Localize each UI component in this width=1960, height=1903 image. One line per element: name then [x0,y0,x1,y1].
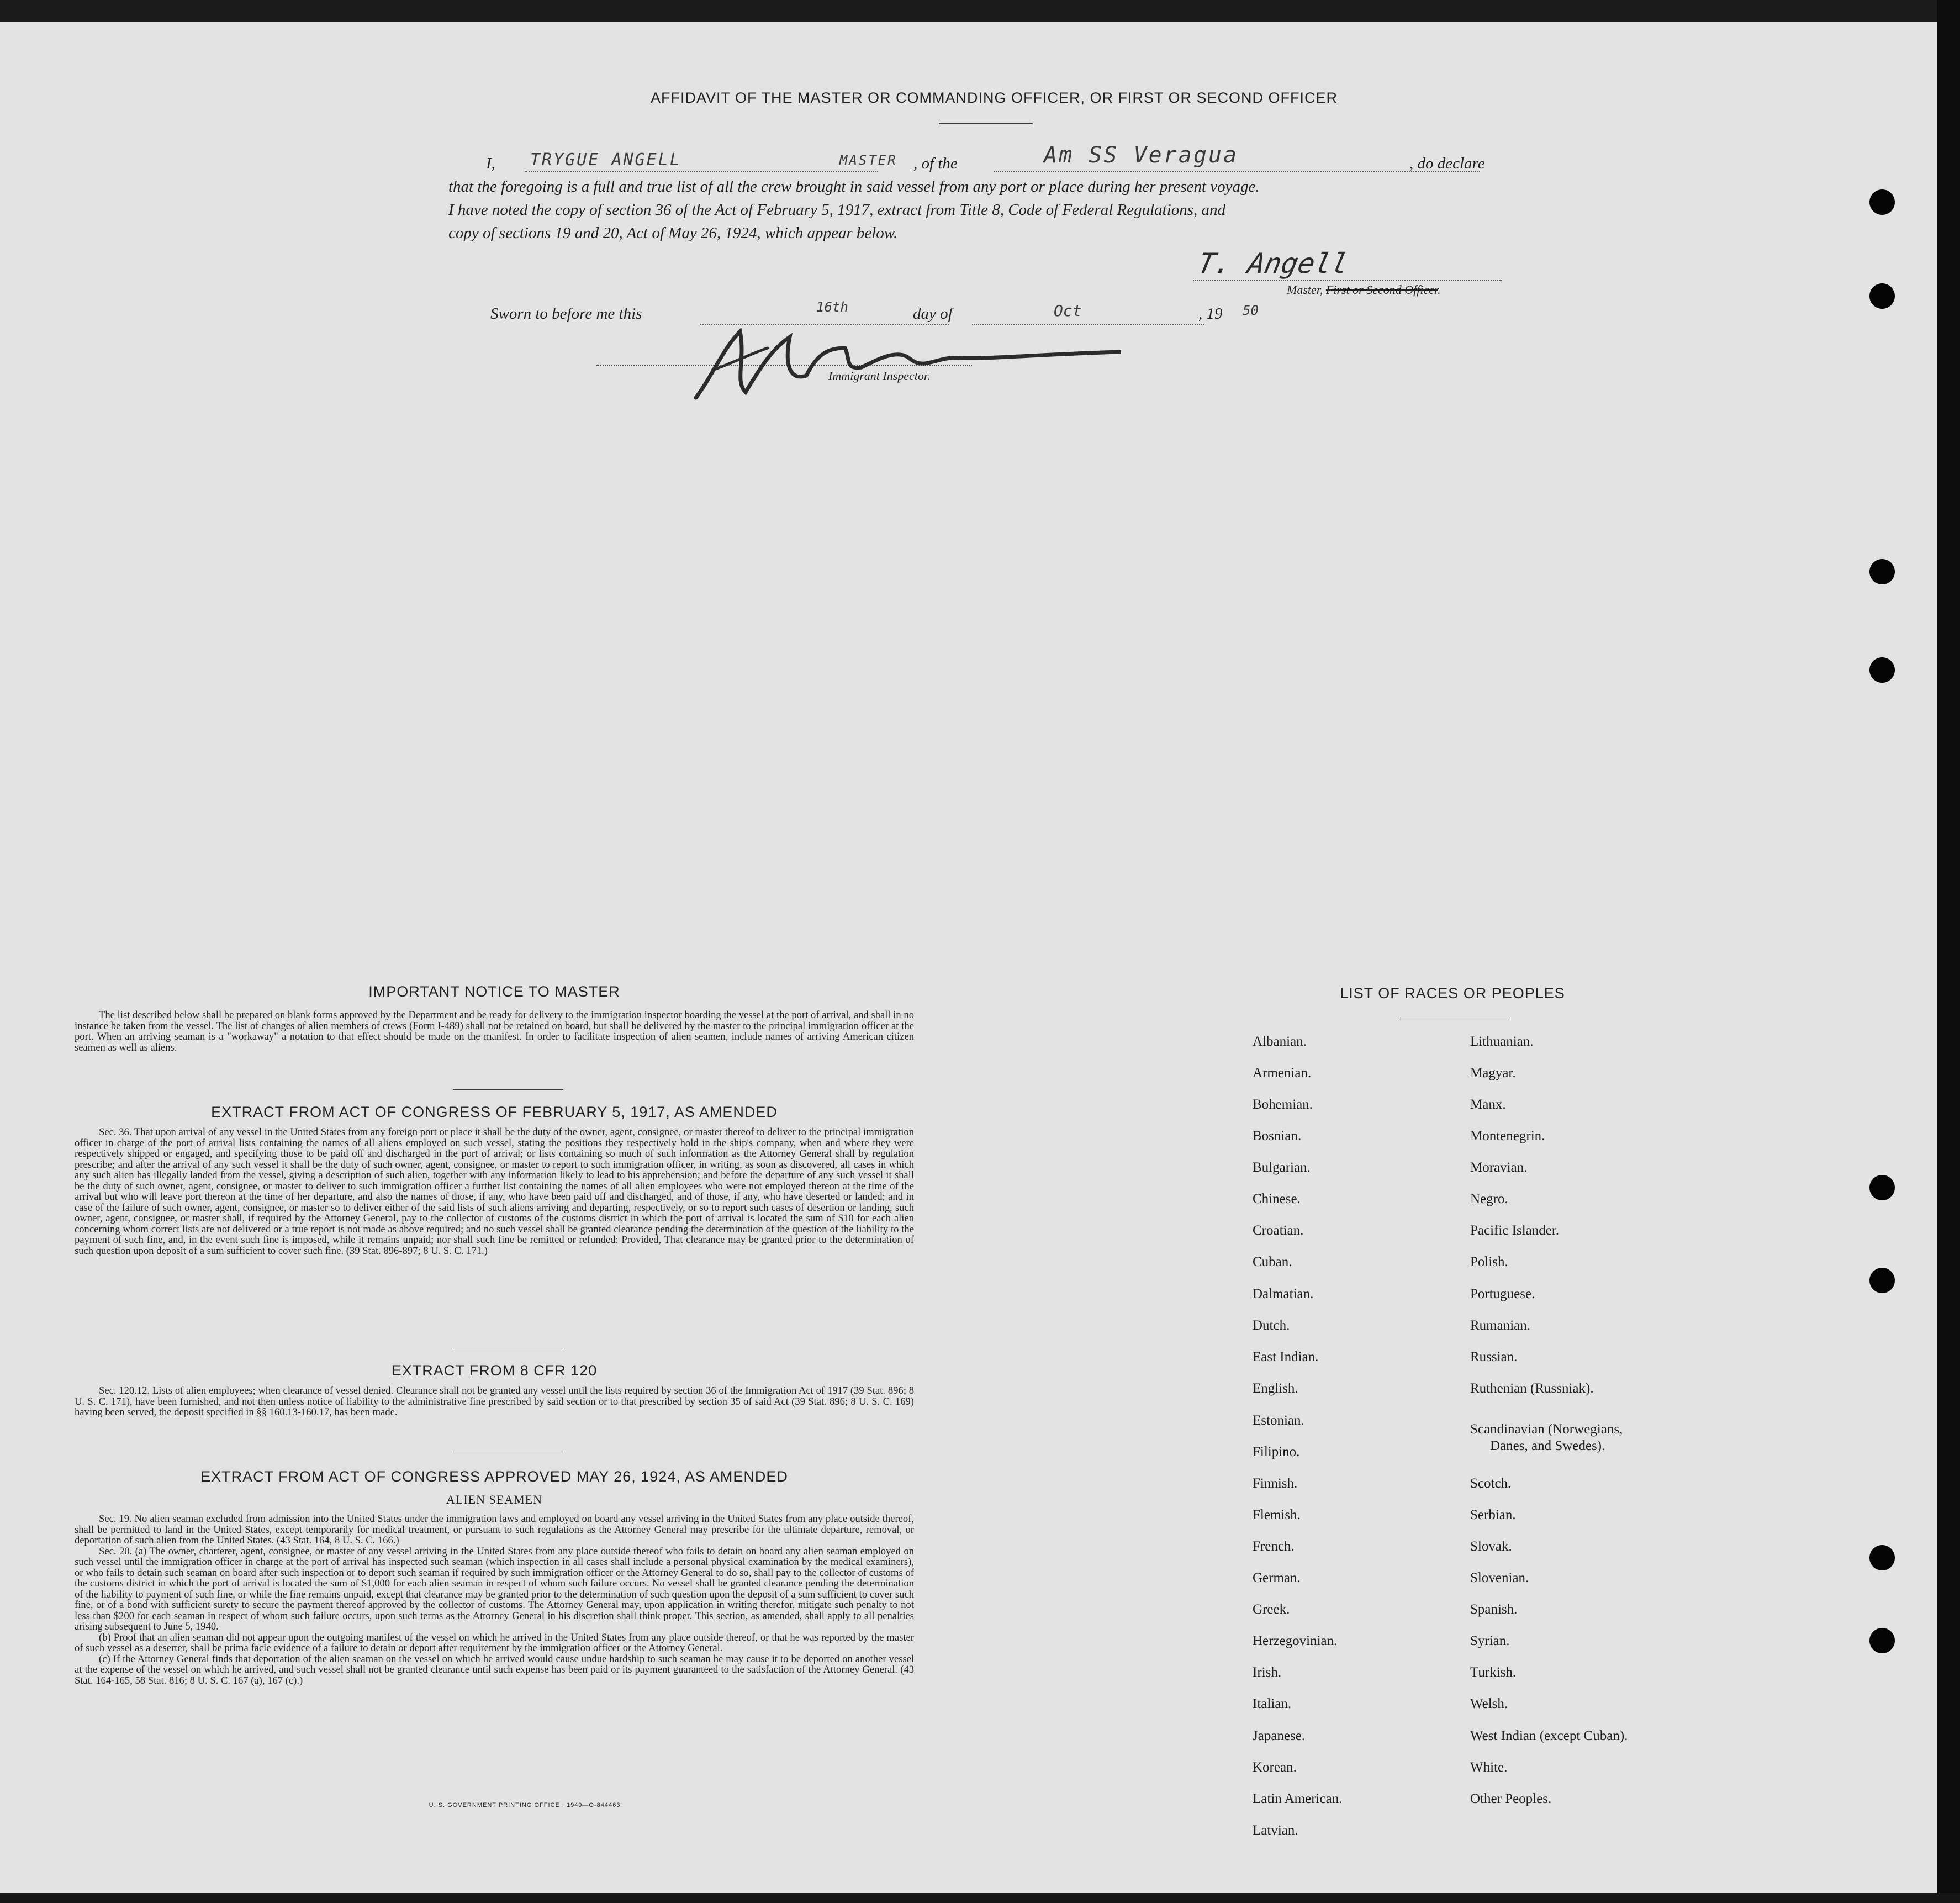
race-item: Portuguese. [1470,1287,1535,1301]
section-36-paragraph: Sec. 36. That upon arrival of any vessel in the United States from any foreign port or place it shall be the duty of the owner, agent, consignee, or master thereof to deliver to the principal immigration officer in charge of the port of arrival lists containing the names of all aliens employed on such vessel, stating the positions they respectively hold in the ship's company, when and where they were respectively shipped or engaged, and specifying those to be paid off and discharged in the port of arrival; or lists containing so much of such information as the Attorney General shall by regulation prescribe; and after the arrival of any such vessel it shall be the duty of such owner, agent, consignee, or master to report to such immigration officer, in writing, as soon as discovered, all cases in which any such alien has illegally landed from the vessel, giving a description of such alien, together with any information likely to lead to his apprehension; and before the departure of any such vessel it shall be the duty of such owner, agent, consignee, or master to deliver to such immigration officer a further list containing the names of all alien employees who were not employed thereon at the time of the arrival but who will leave port thereon at the time of her departure, and also the names of those, if any, who have been paid off and discharged, and of those, if any, who have deserted or landed; and in case of the failure of such owner, agent, consignee, or master so to deliver either of the said lists of such aliens arriving and departing, respectively, or so to report such cases of desertion or landing, such owner, agent, consignee, or master shall, if required by the Attorney General, pay to the collector of customs of the customs district in which the port of arrival is located the sum of $10 for each alien concerning whom correct lists are not delivered or a true report is not made as above required; and no such vessel shall be granted clearance pending the determination of the question of the liability to the payment of such fine, and, in the event such fine is imposed, while it remains unpaid; nor shall such fine be remitted or refunded: Provided, That clearance may be granted prior to the determination of such question upon deposit of a sum sufficient to cover such fine. (39 Stat. 896-897; 8 U. S. C. 171.) [75,1126,914,1257]
punch-hole [1869,559,1895,584]
race-item: Ruthenian (Russniak). [1470,1381,1594,1396]
race-item: Scotch. [1470,1476,1512,1491]
day-of-text: day of [913,305,953,323]
inspector-caption: Immigrant Inspector. [828,369,931,383]
year-handwritten: 50 [1243,303,1259,318]
section-rule [453,1089,563,1090]
race-item: Armenian. [1253,1066,1312,1080]
punch-hole [1869,1545,1895,1570]
race-item: Russian. [1470,1350,1518,1364]
race-item: Bohemian. [1253,1097,1313,1112]
race-item: Slovenian. [1470,1570,1529,1585]
affidavit-title: AFFIDAVIT OF THE MASTER OR COMMANDING OFFICER, OR FIRST OR SECOND OFFICER [650,89,1338,106]
race-item: Greek. [1253,1602,1290,1617]
extract-1917-text [75,1127,914,1256]
section-19-paragraph: Sec. 19. No alien seaman excluded from admission into the United States under the immigration laws and employed on board any vessel arriving in the United States from any place outside thereof, shall be permitted to land in the United States, except temporarily for medical treatment, or pursuant to such regulations as the Attorney General may prescribe for the ultimate departure, removal, or deportation of such alien from the United States. (43 Stat. 164, 8 U. S. C. 166.) [75,1513,914,1546]
punch-hole [1869,657,1895,683]
master-caption [1287,283,1441,297]
do-declare-text: , do declare [1409,155,1485,172]
race-item: Welsh. [1470,1696,1508,1711]
race-item: German. [1253,1570,1301,1585]
punch-hole [1869,1175,1895,1200]
race-item: Korean. [1253,1760,1297,1775]
sworn-prefix: Sworn to before me this [490,305,642,323]
scan-right-border [1937,0,1960,1903]
section-20b-paragraph: (b) Proof that an alien seaman did not appear upon the outgoing manifest of the vessel on which he arrived in the United States from any place outside thereof, or that he was reported by the master of such vessel as a deserter, shall be prima facie evidence of a failure to detain or deport after requirement by the immigration officer or the Attorney General. [75,1631,914,1654]
punch-hole [1869,1628,1895,1653]
race-item: Herzegovinian. [1253,1633,1338,1648]
race-item: Rumanian. [1470,1318,1531,1333]
race-item: French. [1253,1539,1295,1554]
notice-text [75,1010,914,1053]
extract-1917-title: EXTRACT FROM ACT OF CONGRESS OF FEBRUARY 5, 1917, AS AMENDED [211,1104,778,1120]
race-item: Slovak. [1470,1539,1512,1554]
name-field-line [525,171,878,172]
punch-hole [1869,1268,1895,1293]
race-item: Irish. [1253,1665,1282,1680]
race-item: Scandinavian (Norwegians, [1470,1422,1623,1437]
scan-top-border [0,0,1960,22]
extract-8cfr-title: EXTRACT FROM 8 CFR 120 [391,1362,598,1379]
race-item: Turkish. [1470,1665,1517,1680]
master-name-handwritten: TRYGUE ANGELL [530,150,681,170]
extract-1924-text [75,1514,914,1686]
affidavit-line-1 [486,143,1513,177]
race-item: Japanese. [1253,1728,1306,1743]
race-item: Moravian. [1470,1160,1528,1175]
extract-8cfr-text [75,1385,914,1418]
race-item: Albanian. [1253,1034,1307,1049]
notice-paragraph: The list described below shall be prepared on blank forms approved by the Department and be ready for delivery to the immigration inspector boarding the vessel at the port of arrival, and shall in no instance be taken from the vessel. The list of changes of alien members of crews (Form I-489) shall not be retained on board, but shall be delivered by the master to the principal immigration officer at the port. When an arriving seaman is a "workaway" a notation to that effect should be made on the manifest. In order to facilitate inspection of alien seamen, include names of arriving American citizen seamen as well as aliens. [75,1009,914,1053]
race-item: Polish. [1470,1254,1508,1269]
punch-hole [1869,283,1895,309]
race-item: Latin American. [1253,1791,1343,1806]
race-item: Finnish. [1253,1476,1298,1491]
section-20c-paragraph: (c) If the Attorney General finds that deportation of the alien seaman on the vessel on which he arrived would cause undue hardship to such seaman he may cause it to be deported on another vessel at the expense of the vessel on which he arrived, and such vessel shall not be granted clearance until such expense has been paid or its payment guaranteed to the satisfaction of the Attorney General. (43 Stat. 164-165, 58 Stat. 816; 8 U. S. C. 167 (a), 167 (c).) [75,1653,914,1686]
race-item: Estonian. [1253,1413,1304,1428]
rank-handwritten: MASTER [839,152,897,168]
alien-seamen-subtitle: ALIEN SEAMEN [446,1493,542,1506]
race-item: Dalmatian. [1253,1287,1314,1301]
race-item: Serbian. [1470,1507,1516,1522]
race-item: Montenegrin. [1470,1129,1545,1143]
year-prefix: , 19 [1198,305,1223,323]
title-rule [939,123,1033,124]
race-item: East Indian. [1253,1350,1319,1364]
affidavit-line-2: that the foregoing is a full and true list of all the crew brought in said vessel from any port or place during her present voyage. [448,178,1260,196]
race-item: Manx. [1470,1097,1506,1112]
month-handwritten: Oct [1054,302,1082,320]
master-caption-end: . [1438,283,1441,297]
section-120-12-paragraph: Sec. 120.12. Lists of alien employees; when clearance of vessel denied. Clearance shall not be granted any vessel until the lists required by section 36 of the Immigration Act of 1917 (39 Stat. 896; 8 U. S. C. 171), have been furnished, and not then unless notice of liability to the administrative fine prescribed by said section or to that prescribed by section 35 of said Act (39 Stat. 896; 8 U. S. C. 169) having been served, the deposit specified in §§ 160.13-160.17, has been made. [75,1385,914,1418]
race-item: Italian. [1253,1696,1292,1711]
master-caption-struck: First or Second Officer [1325,283,1438,297]
printer-imprint: U. S. GOVERNMENT PRINTING OFFICE : 1949—O-844463 [429,1802,621,1809]
race-item: Negro. [1470,1192,1508,1206]
race-item: Flemish. [1253,1507,1301,1522]
race-item: Syrian. [1470,1633,1510,1648]
master-signature: T. Angell [1195,247,1352,280]
punch-hole [1869,189,1895,215]
race-item: Other Peoples. [1470,1791,1552,1806]
races-title: LIST OF RACES OR PEOPLES [1340,985,1565,1001]
affidavit-prefix: I, [486,155,495,172]
vessel-field-line [994,171,1480,172]
section-20a-paragraph: Sec. 20. (a) The owner, charterer, agent, consignee, or master of any vessel arriving in the United States from any place outside thereof who fails to detain on board any alien seaman employed on such vessel until the immigration officer in charge at the port of arrival has inspected such seaman (which inspection in all cases shall include a personal physical examination by the medical examiners), or who fails to detain such seaman on board after such inspection or to deport such seaman if required by such immigration officer or the Attorney General to do so, shall pay to the collector of customs of the customs district in which the port of arrival is located the sum of $1,000 for each alien seaman in respect of whom such failure occurs. No vessel shall be granted clearance pending the determination of the liability to payment of such fine, or while the fine remains unpaid, except that clearance may be granted prior to the determination of such question upon the deposit of a sum sufficient to cover such fine, or of a bond with sufficient surety to secure the payment thereof approved by the collector of customs. The Attorney General may, upon application in writing therefor, mitigate such penalty to not less than $200 for each seaman in respect of whom such failure occurs, upon such terms as the Attorney General in his discretion shall think proper. This section, as amended, shall apply to all penalties arising subsequent to June 5, 1940. [75,1545,914,1632]
race-item: English. [1253,1381,1298,1396]
race-item: Latvian. [1253,1823,1298,1838]
vessel-name-handwritten: Am SS Veragua [1044,143,1239,168]
race-item: Danes, and Swedes). [1490,1438,1605,1453]
race-item: Cuban. [1253,1254,1292,1269]
extract-1924-title: EXTRACT FROM ACT OF CONGRESS APPROVED MAY 26, 1924, AS AMENDED [200,1468,788,1485]
race-item: West Indian (except Cuban). [1470,1728,1628,1743]
race-item: Filipino. [1253,1445,1300,1459]
master-signature-line [1193,280,1502,281]
race-item: Bosnian. [1253,1129,1302,1143]
race-item: Spanish. [1470,1602,1518,1617]
affidavit-line-4: copy of sections 19 and 20, Act of May 26, 1924, which appear below. [448,224,898,242]
race-item: Croatian. [1253,1223,1304,1238]
affidavit-line-3: I have noted the copy of section 36 of the Act of February 5, 1917, extract from Title 8, Code of Federal Regulations, and [448,201,1226,219]
master-caption-master: Master, [1287,283,1326,297]
race-item: Magyar. [1470,1066,1516,1080]
race-item: Lithuanian. [1470,1034,1534,1049]
race-item: Dutch. [1253,1318,1290,1333]
scan-bottom-border [0,1893,1960,1903]
race-item: White. [1470,1760,1508,1775]
notice-title: IMPORTANT NOTICE TO MASTER [368,983,620,1000]
race-item: Pacific Islander. [1470,1223,1560,1238]
inspector-signature [679,315,1121,403]
race-item: Chinese. [1253,1192,1301,1206]
day-handwritten: 16th [816,299,848,315]
race-item: Bulgarian. [1253,1160,1311,1175]
of-the-text: , of the [913,155,958,172]
